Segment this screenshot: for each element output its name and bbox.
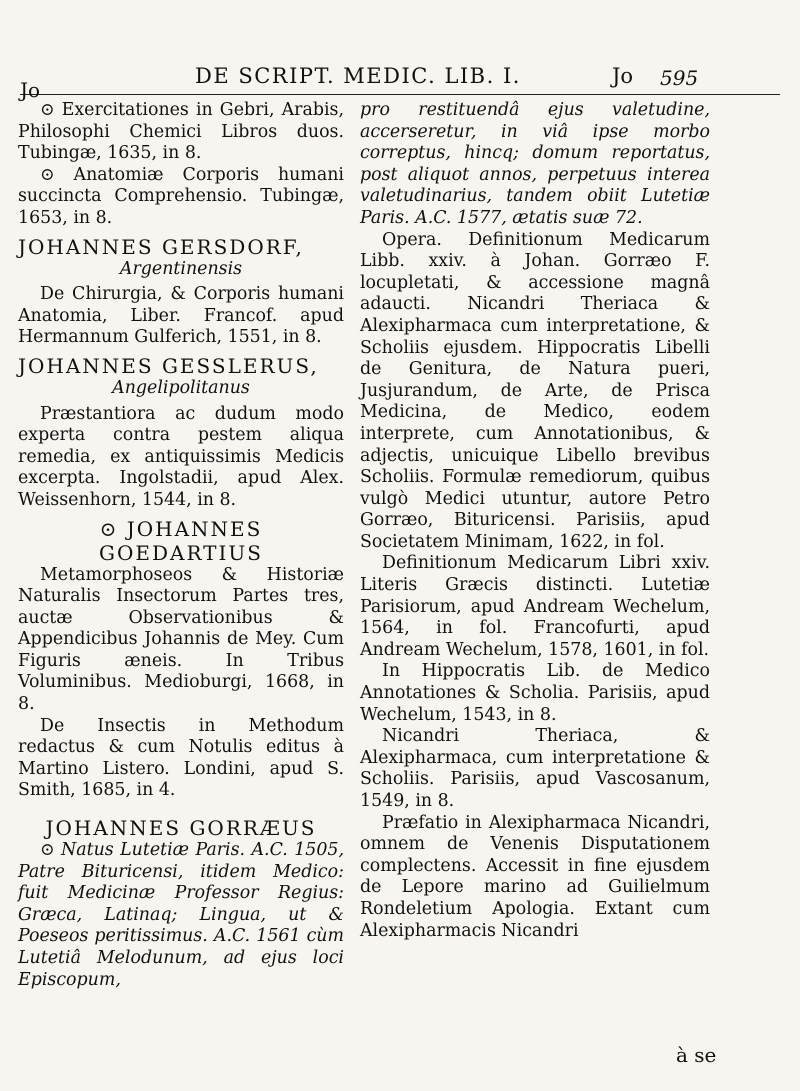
author-heading: JOHANNES GORRÆUS (45, 816, 317, 841)
header-right-mark: Jo (612, 64, 634, 88)
left-column (18, 100, 344, 1071)
entry-paragraph: Nicandri Theriaca, & Alexipharmaca, cum interpretatione & Scholiis. Parisiis, apud Vascosanum, 1549, in 8. (360, 726, 710, 811)
author-heading: JOHANNES GERSDORF, (18, 234, 304, 259)
entry-paragraph: Præstantiora ac dudum modo experta contra pestem aliqua remedia, ex antiquissimis Medicis excerpta. Ingolstadii, apud Alex. Weissenhorn, 1544, in 8. (18, 403, 344, 510)
entry-paragraph: In Hippocratis Lib. de Medico Annotationes & Scholia. Parisiis, apud Wechelum, 1543, in 8. (360, 661, 710, 725)
entry-paragraph: Præfatio in Alexipharmaca Nicandri, omnem de Venenis Disputationem complectens. Accessit in fine ejusdem de Lepore marino ad Guilielmum Rondeletium Apologia. Extant cum Alexipharmacis Nicandri (360, 812, 710, 941)
catchword: à se (676, 1043, 717, 1067)
biography-continuation: pro restituendâ ejus valetudine, accerseretur, in viâ ipse morbo correptus, hincq; domum reportatus, post aliquot annos, perpetuus interea valetudinarius, tandem obiit Lutetiæ Paris. A.C. 1577, ætatis suæ 72. (360, 100, 710, 228)
biography-paragraph: ⊙ Natus Lutetiæ Paris. A.C. 1505, Patre Bituricensi, itidem Medico: fuit Medicinæ Professor Regius: Græca, Latinaq; Lingua, ut & Poeseos peritissimus. A.C. 1561 cùm Lutetiâ Melodunum, ad ejus loci Episcopum, (18, 840, 344, 990)
author-heading: JOHANNES GESSLERUS, (18, 353, 319, 378)
author-heading: ⊙ JOHANNES GOEDARTIUS (99, 516, 263, 565)
entry-paragraph: De Insectis in Methodum redactus & cum Notulis editus à Martino Listero. Londini, apud S. Smith, 1685, in 4. (18, 715, 344, 801)
running-header (20, 60, 780, 102)
entry-paragraph: Metamorphoseos & Historiæ Naturalis Insectorum Partes tres, auctæ Observationibus & Appendicibus Johannis de Mey. Cum Figuris æneis. In Tribus Voluminibus. Medioburgi, 1668, in 8. (18, 564, 344, 715)
header-title: DE SCRIPT. MEDIC. LIB. I. (195, 64, 521, 88)
entry-paragraph: Definitionum Medicarum Libri xxiv. Literis Græcis distincti. Lutetiæ Parisiorum, apud Andream Wechelum, 1564, in fol. Francofurti, apud Andream Wechelum, 1578, 1601, in fol. (360, 553, 710, 660)
entry-paragraph: ⊙ Anatomiæ Corporis humani succincta Comprehensio. Tubingæ, 1653, in 8. (18, 164, 344, 228)
author-origin: Argentinensis (119, 258, 243, 279)
page-number: 595 (660, 66, 699, 90)
entry-paragraph: ⊙ Exercitationes in Gebri, Arabis, Philosophi Chemici Libros duos. Tubingæ, 1635, in 8. (18, 100, 344, 164)
entry-paragraph: Opera. Definitionum Medicarum Libb. xxiv. à Johan. Gorræo F. locupletati, & accessione magnâ adaucti. Nicandri Theriaca & Alexipharmaca cum interpretatione, & Scholiis ejusdem. Hippocratis Libelli de Genitura, de Natura pueri, Jusjurandum, de Arte, de Prisca Medicina, de Medico, eodem interprete, cum Annotationibus, & adjectis, unicuique Libello brevibus Scholiis. Formulæ remediorum, quibus vulgò Medici utuntur, autore Petro Gorræo, Bituricensi. Parisiis, apud Societatem Minimam, 1622, in fol. (360, 229, 710, 552)
header-left-mark: Jo (20, 78, 41, 102)
author-origin: Angelipolitanus (112, 377, 250, 398)
right-column (360, 100, 710, 1071)
entry-paragraph: De Chirurgia, & Corporis humani Anatomia, Liber. Francof. apud Hermannum Gulferich, 1551, in 8. (18, 284, 344, 348)
